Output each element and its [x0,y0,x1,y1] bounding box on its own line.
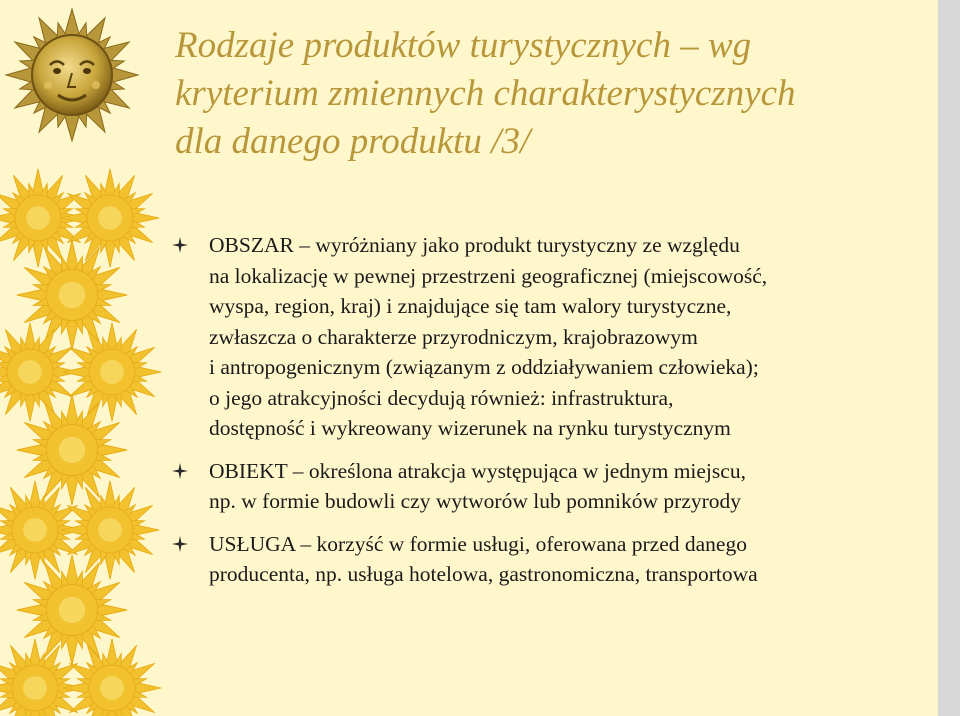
bullet-line: np. w formie budowli czy wytworów lub pomników przyrody [209,489,742,513]
bullet-obszar [172,230,942,444]
bullet-line: wyspa, region, kraj) i znajdujące się tam walory turystyczne, [209,294,732,318]
bullet-line: dostępność i wykreowany wizerunek na rynku turystycznym [209,416,731,440]
slide-title [175,22,935,166]
bullet-usluga [172,529,942,590]
bullet-line: producenta, np. usługa hotelowa, gastronomiczna, transportowa [209,562,758,586]
bullet-line: OBIEKT – określona atrakcja występująca w jednym miejscu, [209,458,746,483]
sparkle-star-icon [172,536,188,552]
title-line: dla danego produktu /3/ [175,121,531,162]
bullet-line: OBSZAR – wyróżniany jako produkt turystyczny ze względu [209,233,740,257]
title-line: kryterium zmiennych charakterystycznych [175,73,796,114]
bullet-line: o jego atrakcyjności decydują również: infrastruktura, [209,385,674,410]
sun-decoration-column [0,0,175,716]
bullet-line: i antropogenicznym (związanym z oddziaływaniem człowieka); [209,355,759,379]
bullet-list [172,230,942,602]
sunburst-decorations [0,169,161,716]
sun-face-icon [6,9,138,141]
title-line: Rodzaje produktów turystycznych – wg [175,25,752,66]
bullet-obiekt [172,456,942,517]
bullet-line: USŁUGA – korzyść w formie usługi, oferowana przed danego [209,531,747,556]
sparkle-star-icon [172,237,188,253]
sparkle-star-icon [172,463,188,479]
bullet-line: na lokalizację w pewnej przestrzeni geograficznej (miejscowość, [209,263,768,288]
bullet-line: zwłaszcza o charakterze przyrodniczym, krajobrazowym [209,324,698,349]
